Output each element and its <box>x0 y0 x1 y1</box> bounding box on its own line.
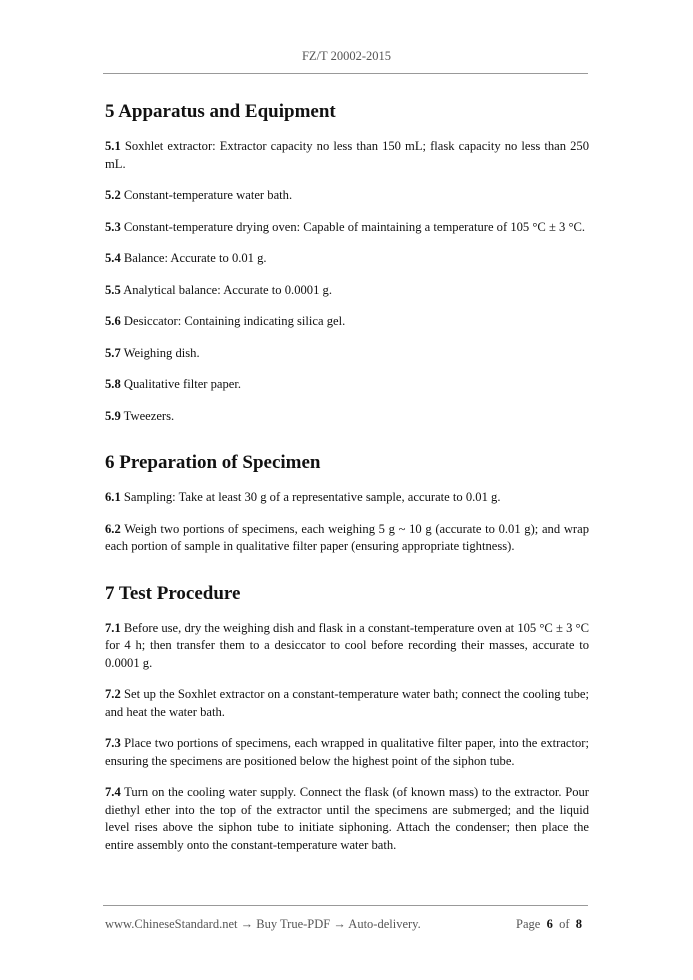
clause-5-5: 5.5 Analytical balance: Accurate to 0.0001 g. <box>105 282 332 297</box>
section-7-title: 7 Test Procedure <box>105 582 241 604</box>
clause-5-6: 5.6 Desiccator: Containing indicating silica gel. <box>105 314 346 328</box>
clause-5-9: 5.9 Tweezers. <box>105 408 175 423</box>
footer-tagline: → Buy True-PDF → Auto-delivery. <box>237 917 421 931</box>
clause-7-3: 7.3 Place two portions of specimens, each wrapped in qualitative filter paper, into the extractor; ensuring the specimens are positioned below the highest point of the siphon tube. <box>105 736 589 768</box>
total-pages: 8 <box>575 917 582 931</box>
clause-5-1: 5.1 Soxhlet extractor: Extractor capacity no less than 150 mL; flask capacity no less than 250 mL. <box>105 139 589 171</box>
page-header: FZ/T 20002-2015 <box>301 49 391 63</box>
clause-6-1: 6.1 Sampling: Take at least 30 g of a representative sample, accurate to 0.01 g. <box>105 490 501 504</box>
clause-5-8: 5.8 Qualitative filter paper. <box>105 377 242 391</box>
footer-rule <box>103 905 588 906</box>
header-rule <box>103 73 588 74</box>
page-body <box>105 100 589 854</box>
section-5-title: 5 Apparatus and Equipment <box>105 101 336 122</box>
clause-5-3: 5.3 Constant-temperature drying oven: Capable of maintaining a temperature of 105 °C ± 3 °C. <box>105 219 586 234</box>
current-page: 6 <box>546 917 553 931</box>
section-6-title: 6 Preparation of Specimen <box>105 452 321 473</box>
footer-link[interactable] <box>105 917 421 932</box>
clause-7-4: 7.4 Turn on the cooling water supply. Connect the flask (of known mass) to the extractor. Pour diethyl ether into the top of the extractor until the specimens are submerged; and the liquid level rises above the siphon tube to initiate siphoning. Attach the condenser; then place the entire assembly onto the constant-temperature water bath. <box>105 785 589 852</box>
site-link[interactable]: www.ChineseStandard.net <box>105 917 238 931</box>
clause-7-1: 7.1 Before use, dry the weighing dish and flask in a constant-temperature oven at 105 °C ± 3 °C for 4 h; then transfer them to a desiccator to cool before recording their masses, accurate to 0.0001 g. <box>105 620 589 670</box>
clause-5-4: 5.4 Balance: Accurate to 0.01 g. <box>105 251 267 265</box>
clause-5-2: 5.2 Constant-temperature water bath. <box>105 188 293 202</box>
page-number: Page 6 of 8 <box>516 917 582 931</box>
clause-6-2: 6.2 Weigh two portions of specimens, each weighing 5 g ~ 10 g (accurate to 0.01 g); and wrap each portion of sample in qualitative filter paper (ensuring appropriate tightness). <box>105 521 589 553</box>
clause-5-7: 5.7 Weighing dish. <box>105 345 200 360</box>
clause-7-2: 7.2 Set up the Soxhlet extractor on a constant-temperature water bath; connect the cooling tube; and heat the water bath. <box>105 687 589 719</box>
